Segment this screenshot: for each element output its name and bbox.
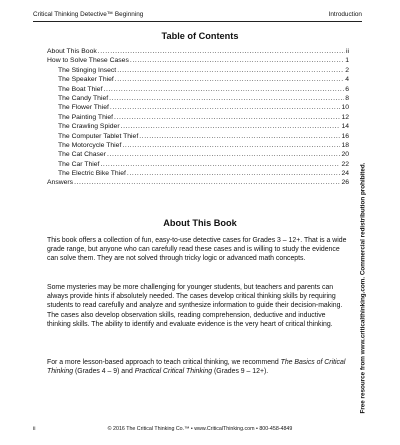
toc-entry-page: 16	[341, 132, 349, 140]
toc-title: Table of Contents	[161, 31, 239, 41]
book-title-practical: Practical Critical Thinking	[134, 368, 213, 376]
toc-entry-page: 4	[345, 76, 349, 84]
toc-entry-page: 8	[345, 94, 349, 102]
about-title: About This Book	[163, 218, 237, 228]
toc-leader-dots	[74, 178, 340, 187]
toc-entry-label: The Electric Bike Thief	[58, 170, 126, 178]
side-notice-text: Free resource from www.criticalthinking.com. Commercial redistribution prohibited.	[359, 162, 367, 414]
toc-entry	[47, 103, 349, 112]
toc-leader-dots	[103, 85, 344, 94]
toc-leader-dots	[127, 169, 341, 178]
about-p3-text: (Grades 9 – 12+).	[212, 368, 269, 376]
footer-copyright: © 2016 The Critical Thinking Co.™ • www.CriticalThinking.com • 800-458-4849	[107, 426, 293, 432]
toc-entry	[47, 122, 349, 131]
toc-entry	[47, 150, 349, 159]
toc-entry-page: 18	[341, 141, 349, 149]
toc-entry-page: 1	[345, 57, 349, 65]
toc-entry-label: The Cat Chaser	[58, 151, 106, 159]
toc-entry-label: How to Solve These Cases	[47, 57, 129, 65]
toc-entry	[47, 141, 349, 150]
toc-entry-label: The Motorcycle Thief	[58, 141, 122, 149]
toc-entry-label: The Speaker Thief	[58, 76, 114, 84]
toc-entry	[47, 169, 349, 178]
toc-entry-page: 26	[341, 179, 349, 187]
toc-entry-page: 24	[341, 170, 349, 178]
toc-entry-label: The Crawling Spider	[58, 123, 120, 131]
toc-entry-page: 22	[341, 160, 349, 168]
toc-leader-dots	[114, 113, 340, 122]
toc-entry	[47, 94, 349, 103]
about-paragraph-3	[47, 358, 347, 376]
toc-leader-dots	[98, 47, 345, 56]
header-rule	[33, 21, 362, 22]
toc-entry	[47, 75, 349, 84]
toc-entry	[47, 66, 349, 75]
about-paragraph-1: This book offers a collection of fun, easy-to-use detective cases for Grades 3 – 12+. That is a wide grade range, but anyone who can carefully read these cases and is willing to study the evidence can solve them. They are not solved through tricky logic or advanced math concepts.	[47, 237, 347, 263]
toc-entry-page: 6	[345, 85, 349, 93]
toc-leader-dots	[139, 132, 340, 141]
running-header-title: Critical Thinking Detective™ Beginning	[33, 11, 144, 18]
book-title-basics: The Basics of Critical Thinking	[47, 359, 346, 376]
toc-leader-dots	[109, 94, 344, 103]
toc-entry-page: 20	[341, 151, 349, 159]
toc-entry-label: Answers	[47, 179, 74, 187]
toc-entry	[47, 113, 349, 122]
page-number: ii	[33, 426, 36, 432]
toc-entry-label: The Stinging Insect	[58, 66, 117, 74]
toc-entry-page: 2	[345, 66, 349, 74]
toc-entry-page: 12	[341, 113, 349, 121]
toc-entry-label: The Computer Tablet Thief	[58, 132, 139, 140]
toc-leader-dots	[100, 160, 340, 169]
toc-entry-page: ii	[345, 47, 349, 55]
toc-entry-label: The Flower Thief	[58, 104, 109, 112]
toc-entry	[47, 178, 349, 187]
toc-entry	[47, 85, 349, 94]
toc-leader-dots	[117, 66, 344, 75]
toc-entry-page: 14	[341, 123, 349, 131]
about-p3-text: (Grades 4 – 9) and	[73, 368, 135, 376]
toc-leader-dots	[107, 150, 340, 159]
toc-entry-label: About This Book	[47, 47, 97, 55]
about-paragraph-2: Some mysteries may be more challenging for younger students, but teachers and parents can always provide hints if absolutely needed. The cases develop critical thinking skills by requiring students to read carefully and analyze and synthesize information to guide their decision-making. The cases also develop observation skills, reading comprehension, deductive and inductive thinking skills. The ability to identify and evaluate evidence is the very heart of critical thinking.	[47, 284, 343, 328]
toc-entry-label: The Boat Thief	[58, 85, 103, 93]
toc-entry	[47, 132, 349, 141]
toc-entry	[47, 56, 349, 65]
toc-entry-label: The Candy Thief	[58, 94, 109, 102]
toc-entry-label: The Painting Thief	[58, 113, 114, 121]
toc-leader-dots	[130, 56, 344, 65]
running-header-section: Introduction	[328, 11, 362, 18]
side-notice	[357, 162, 369, 414]
toc-leader-dots	[122, 141, 340, 150]
toc-leader-dots	[110, 103, 341, 112]
toc-entry	[47, 47, 349, 56]
about-p3-text: For a more lesson-based approach to teach critical thinking, we recommend	[47, 359, 281, 366]
toc-entry-page: 10	[341, 104, 349, 112]
toc-leader-dots	[115, 75, 344, 84]
toc-entry-label: The Car Thief	[58, 160, 100, 168]
toc-entry	[47, 160, 349, 169]
table-of-contents	[47, 47, 349, 188]
toc-leader-dots	[121, 122, 341, 131]
